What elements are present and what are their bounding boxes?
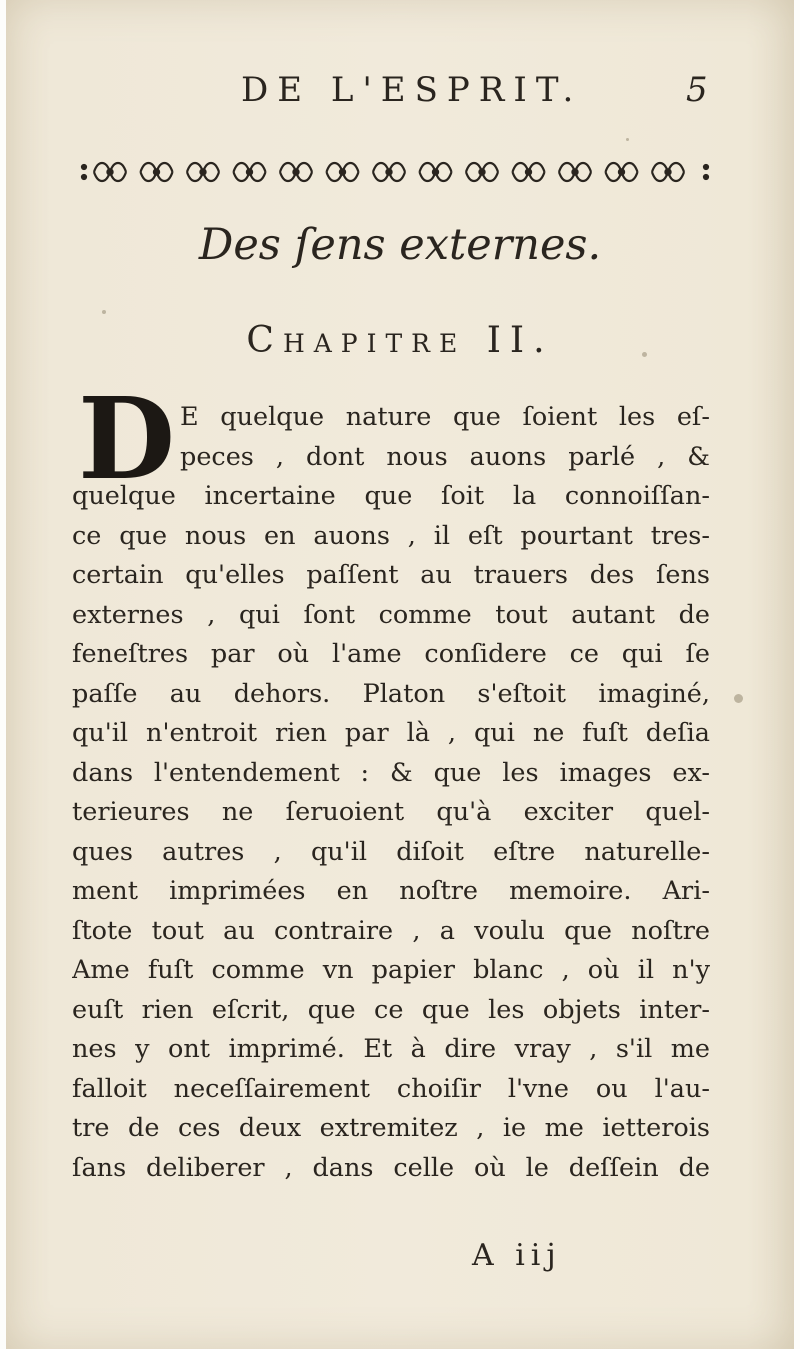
text-line: Ame fuſt comme vn papier blanc , où il n'y xyxy=(72,955,710,985)
text-line: qu'il n'entroit rien par là , qui ne fuſt deſia xyxy=(72,718,710,748)
text-line: nes y ont imprimé. Et à dire vray , s'il me xyxy=(72,1034,710,1064)
fleuron-band-icon xyxy=(80,158,710,186)
text-line: ſans deliberer , dans celle où le deſſein de xyxy=(72,1152,710,1183)
running-head xyxy=(6,70,794,120)
text-line: E quelque nature que ſoient les eſ- xyxy=(180,402,710,432)
text-line: ment imprimées en noſtre memoire. Ari- xyxy=(72,876,710,906)
text-line: certain qu'elles paſſent au trauers des ſens xyxy=(72,560,710,590)
text-line: quelque incertaine que ſoit la connoiſſan- xyxy=(72,481,710,511)
book-page xyxy=(6,0,794,1349)
page-number: 5 xyxy=(686,70,708,110)
text-line: ſtote tout au contraire , a voulu que noſtre xyxy=(72,915,710,946)
text-line: feneſtres par où l'ame conſidere ce qui ſe xyxy=(72,639,710,669)
paper-speck xyxy=(102,310,106,314)
paper-speck xyxy=(626,138,629,141)
text-line: ce que nous en auons , il eſt pourtant tres- xyxy=(72,520,710,551)
paper-speck xyxy=(642,352,647,357)
text-line: dans l'entendement : & que les images ex- xyxy=(72,757,710,788)
signature-mark: A iij xyxy=(472,1238,562,1273)
drop-cap: D xyxy=(78,374,176,505)
chapter-number: Chapitre II. xyxy=(246,320,554,361)
paper-speck xyxy=(734,694,743,703)
text-line: externes , qui ſont comme tout autant de xyxy=(72,599,710,630)
text-line: falloit neceſſairement choiſir l'vne ou l'au- xyxy=(72,1073,710,1104)
text-line: terieures ne ſeruoient qu'à exciter quel- xyxy=(72,797,710,827)
text-line: ques autres , qu'il diſoit eſtre naturelle- xyxy=(72,836,710,867)
running-title: DE L'ESPRIT. xyxy=(241,70,583,110)
text-line: peces , dont nous auons parlé , & xyxy=(180,441,710,472)
chapter-heading: Des ſens externes. xyxy=(198,220,602,270)
text-line: tre de ces deux extremitez , ie me ietterois xyxy=(72,1113,710,1143)
text-line: euſt rien eſcrit, que ce que les objets inter- xyxy=(72,994,710,1025)
text-line: paſſe au dehors. Platon s'eſtoit imaginé, xyxy=(72,678,710,709)
body-text xyxy=(72,398,710,1188)
